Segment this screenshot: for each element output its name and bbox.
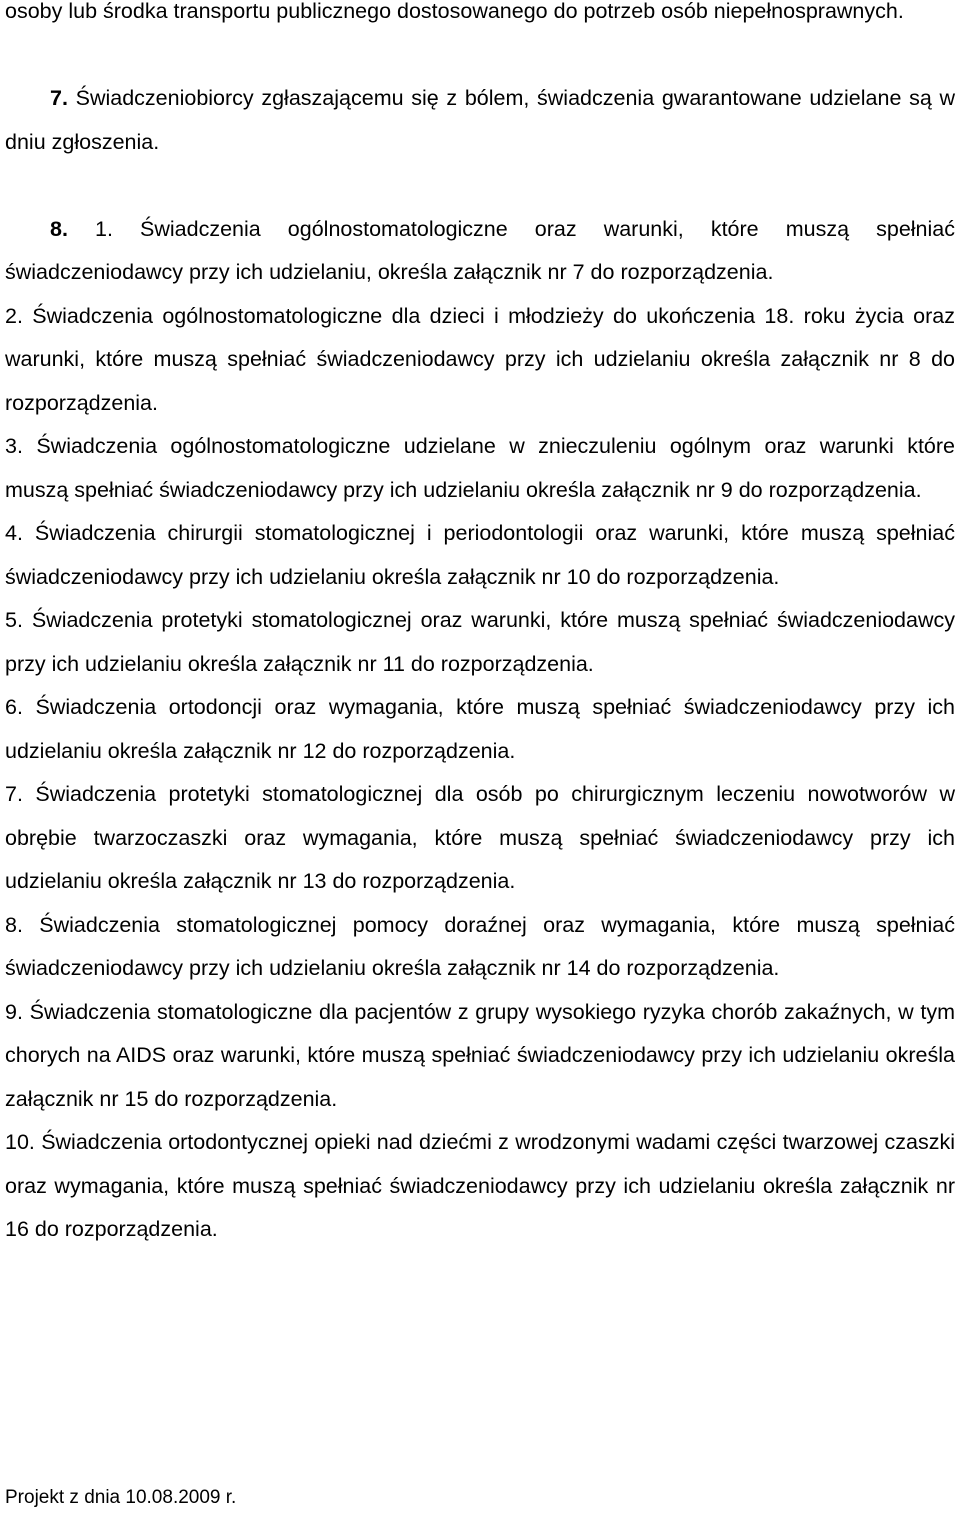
section-8-item-9: 9. Świadczenia stomatologiczne dla pacjentów z grupy wysokiego ryzyka chorób zakaźnych, w tym chorych na AIDS oraz warunki, które muszą spełniać świadczeniodawcy przy ich udzielaniu określa załącznik nr 15 do rozporządzenia.: [5, 999, 955, 1111]
document-footer: Projekt z dnia 10.08.2009 r.: [5, 1487, 237, 1508]
section-8-item-8: 8. Świadczenia stomatologicznej pomocy doraźnej oraz wymagania, które muszą spełniać świadczeniodawcy przy ich udzielaniu określa załącznik nr 14 do rozporządzenia.: [5, 912, 955, 980]
section-8-item-10: 10. Świadczenia ortodontycznej opieki nad dziećmi z wrodzonymi wadami części twarzowej czaszki oraz wymagania, które muszą spełniać świadczeniodawcy przy ich udzielaniu określa załącznik nr 16 do rozporządzenia.: [5, 1130, 955, 1241]
spacer: [5, 164, 955, 208]
section-8-item-5: 5. Świadczenia protetyki stomatologicznej oraz warunki, które muszą spełniać świadczeniodawcy przy ich udzielaniu określa załącznik nr 11 do rozporządzenia.: [5, 608, 955, 676]
section-8-item-3: 3. Świadczenia ogólnostomatologiczne udzielane w znieczuleniu ogólnym oraz warunki które muszą spełniać świadczeniodawcy przy ich udzielaniu określa załącznik nr 9 do rozporządzenia.: [5, 434, 955, 502]
section-7-number: 7.: [50, 86, 68, 110]
section-8-item-6: 6. Świadczenia ortodoncji oraz wymagania, które muszą spełniać świadczeniodawcy przy ich udzielaniu określa załącznik nr 12 do rozporządzenia.: [5, 695, 955, 763]
section-8-number: 8.: [50, 216, 68, 241]
spacer: [5, 34, 955, 78]
document-page: [5, 0, 955, 1252]
section-8-item-2: 2. Świadczenia ogólnostomatologiczne dla dzieci i młodzieży do ukończenia 18. roku życia oraz warunki, które muszą spełniać świadczeniodawcy przy ich udzielaniu określa załącznik nr 8 do rozporządzenia.: [5, 303, 955, 415]
section-8-item-1: [5, 208, 955, 295]
item-1-text: 1. Świadczenia ogólnostomatologiczne oraz warunki, które muszą spełniać świadczeniodawcy przy ich udzielaniu, określa załącznik nr 7 do rozporządzenia.: [5, 216, 955, 284]
section-7-text: Świadczeniobiorcy zgłaszającemu się z bólem, świadczenia gwarantowane udzielane są w dniu zgłoszenia.: [5, 86, 955, 154]
section-8-item-4: 4. Świadczenia chirurgii stomatologicznej i periodontologii oraz warunki, które muszą spełniać świadczeniodawcy przy ich udzielaniu określa załącznik nr 10 do rozporządzenia.: [5, 521, 955, 589]
continuation-paragraph: osoby lub środka transportu publicznego dostosowanego do potrzeb osób niepełnosprawnych.: [5, 0, 904, 23]
section-7-paragraph: [5, 77, 955, 164]
section-8-item-7: 7. Świadczenia protetyki stomatologicznej dla osób po chirurgicznym leczeniu nowotworów w obrębie twarzoczaszki oraz wymagania, które muszą spełniać świadczeniodawcy przy ich udzielaniu określa załącznik nr 13 do rozporządzenia.: [5, 782, 955, 893]
